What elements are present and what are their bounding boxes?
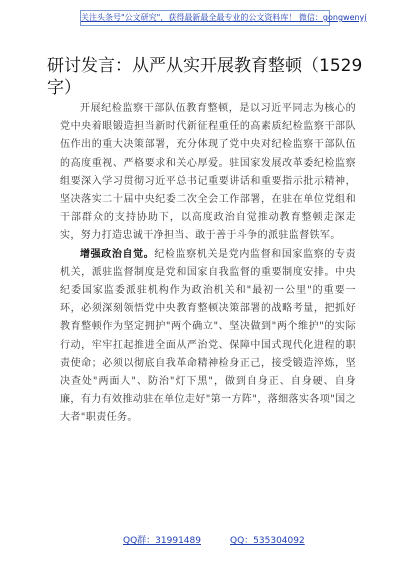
- page-footer: [0, 534, 408, 548]
- paragraph: [60, 246, 356, 428]
- paragraph: [60, 100, 356, 246]
- paragraph-text: 开展纪检监察干部队伍教育整顿，是以习近平同志为核心的党中央着眼锻造担当新时代新征程重任的高素质纪检监察干部队伍作出的重大决策部署，充分体现了党中央对纪检监察干部队伍的高度重视、严格要求和关心厚爱。驻国家发展改革委纪检监察组要深入学习贯彻习近平总书记重要讲话和重要指示批示精神，坚决落实二十届中央纪委二次全会工作部署，在驻在单位党组和干部群众的支持协助下，以高度政治自觉推动教育整顿走深走实，努力打造忠诚干净担当、敢于善于斗争的派驻监督铁军。: [60, 103, 356, 242]
- promo-banner[interactable]: [80, 10, 367, 26]
- footer-qq-group-link[interactable]: QQ群：31991489: [123, 536, 201, 546]
- paragraph-lead: 增强政治自觉。: [80, 248, 155, 260]
- footer-qq-contact-link[interactable]: QQ：535304092: [230, 536, 305, 546]
- paragraph-text: 纪检监察机关是党内监督和国家监察的专责机关，派驻监督制度是党和国家自我监督的重要制度安排。中央纪委国家监委派驻机构作为政治机关和"最初一公里"的重要一环，必须深刻领悟党中央教育整顿决策部署的战略考量，把抓好教育整顿作为坚定拥护"两个确立"、坚决做到"两个维护"的实际行动，牢牢扛起推进全面从严治党、保障中国式现代化进程的职责使命；必须以彻底自我革命精神检身正己，接受锻造淬炼，坚决查处"两面人"、防治"灯下黑"，做到自身正、自身硬、自身廉，有力有效推动驻在单位走好"第一方阵"，落细落实各项"国之大者"职责任务。: [60, 248, 356, 424]
- document-title: 研讨发言：从严从实开展教育整顿（1529字）: [47, 56, 363, 98]
- promo-banner-text[interactable]: 关注头条号"公文研究"，获得最新最全最专业的公文资料库！ 微信：gongwenyj: [81, 13, 367, 22]
- document-body: [60, 100, 356, 428]
